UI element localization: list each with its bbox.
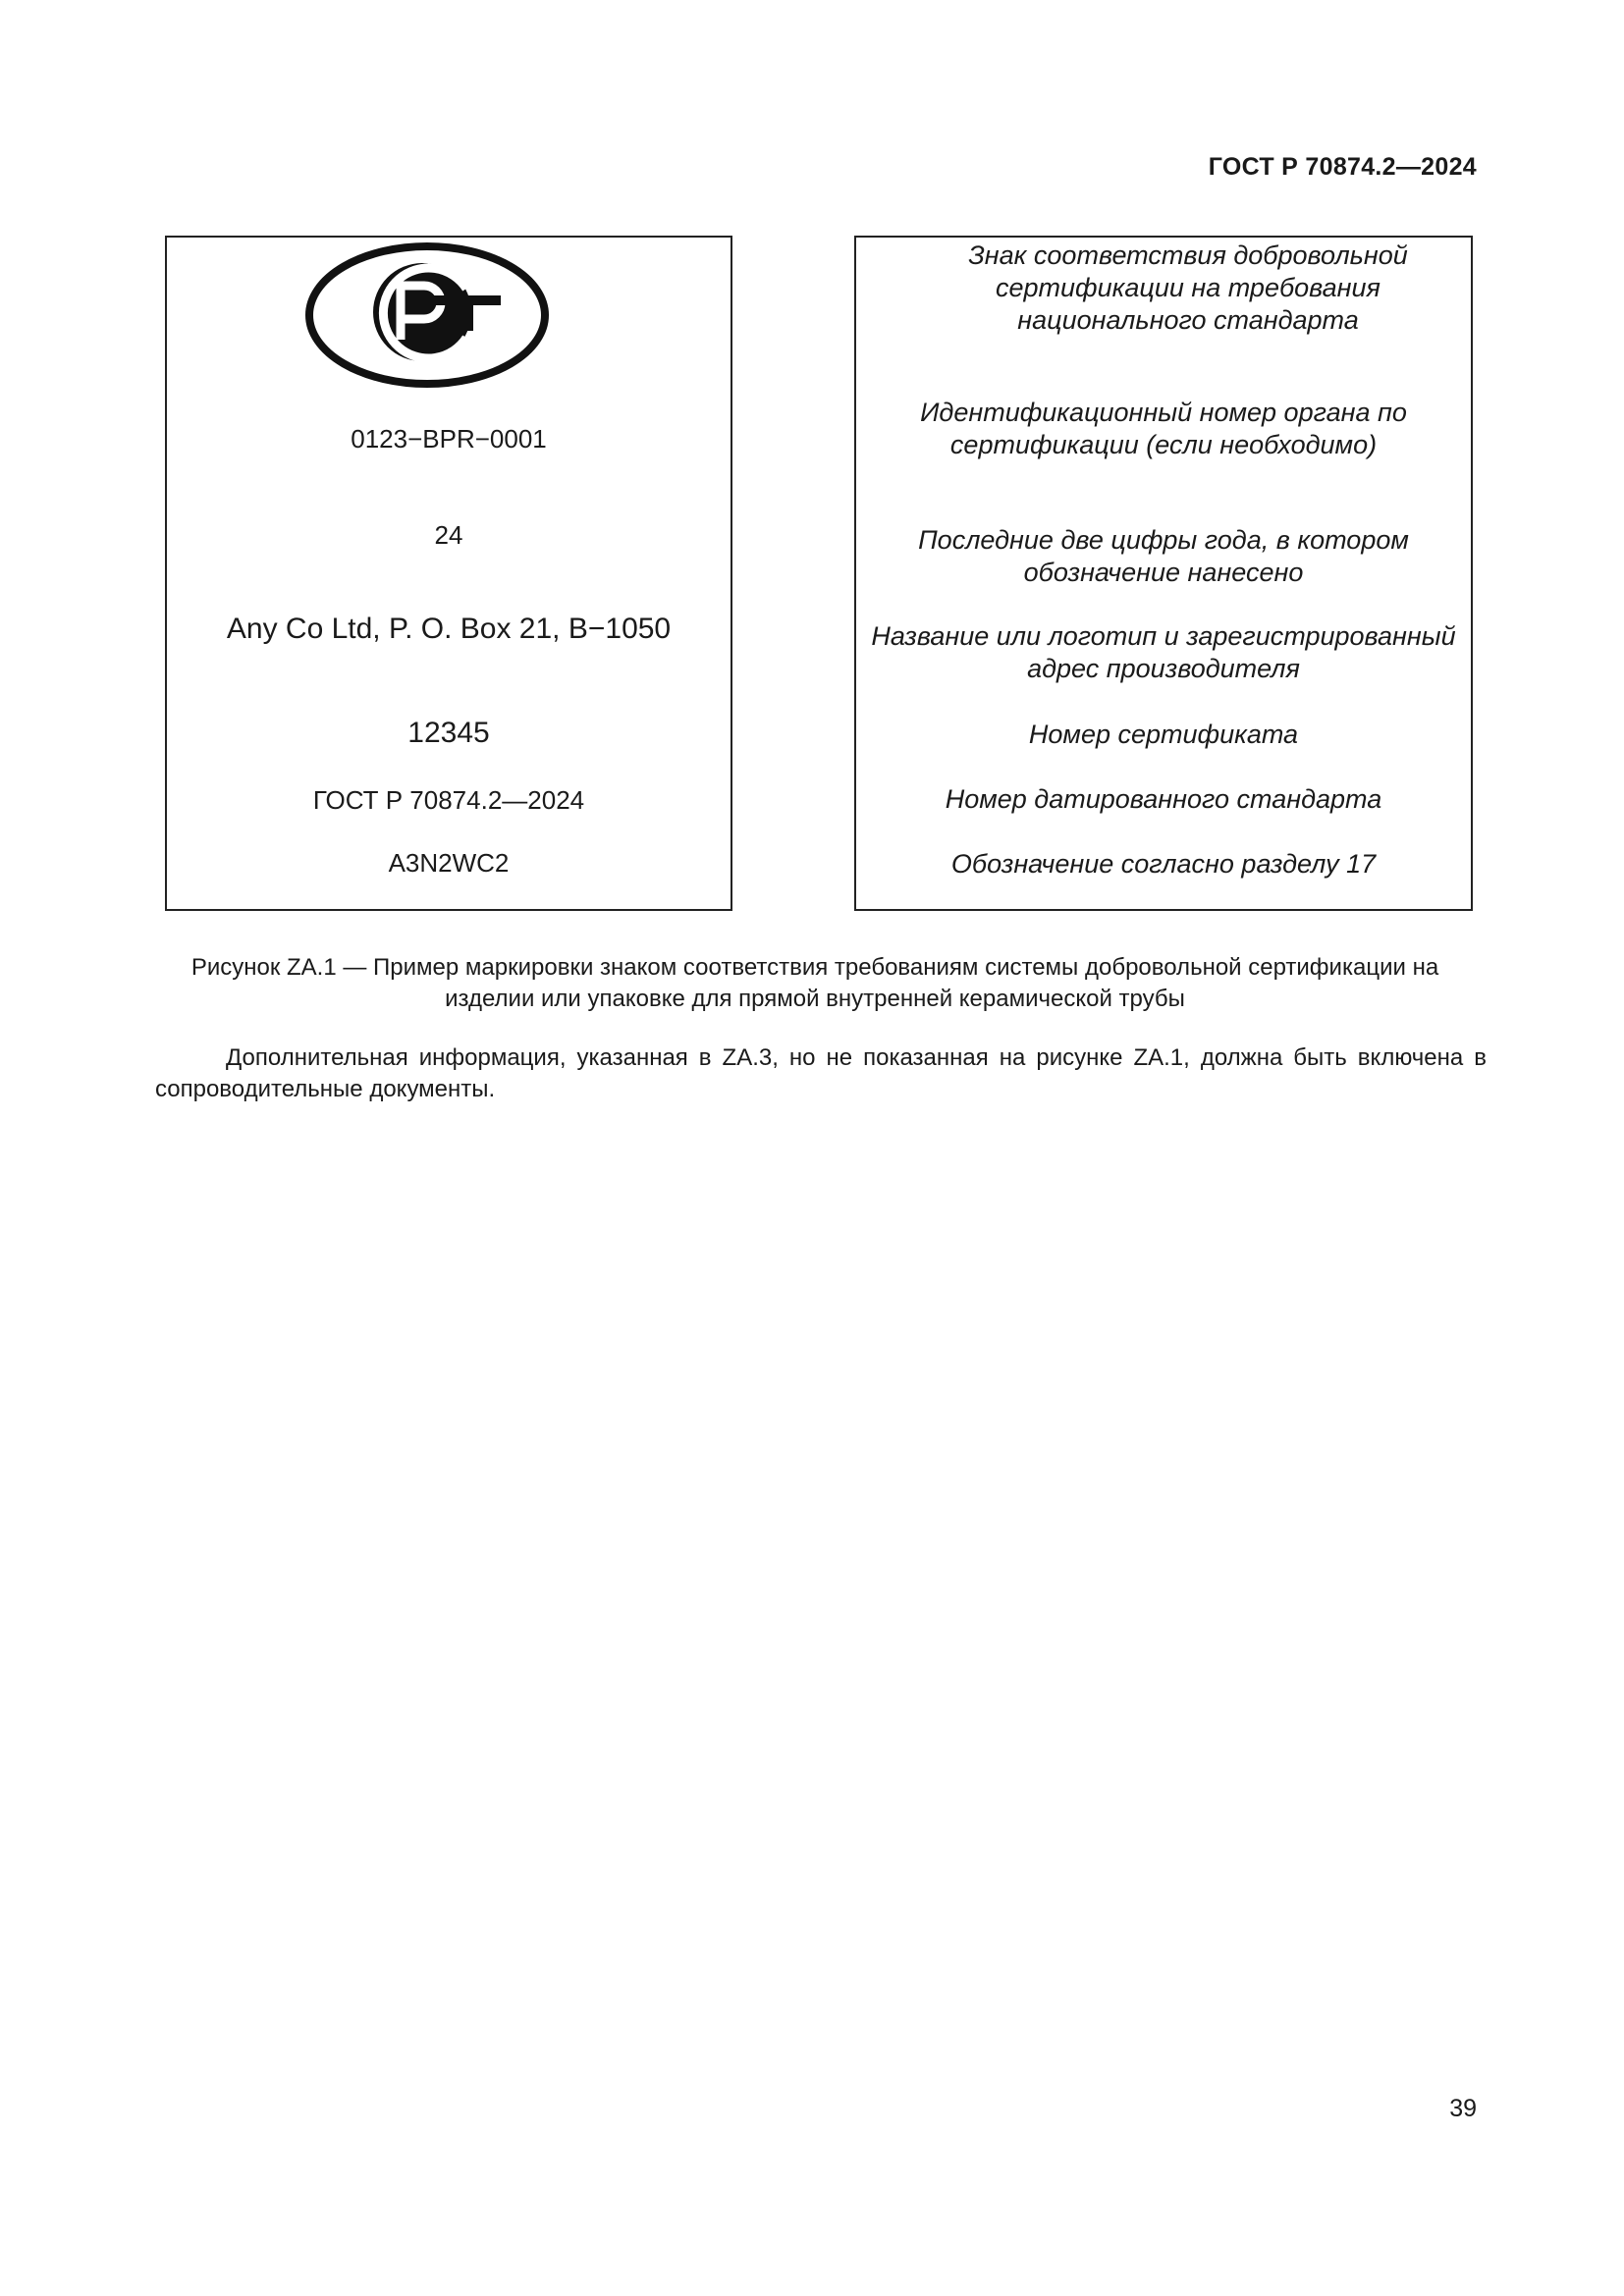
- standard-explanation: Номер датированного стандарта: [945, 784, 1382, 814]
- document-code: ГОСТ Р 70874.2—2024: [1208, 153, 1477, 181]
- year-digits: 24: [434, 520, 463, 550]
- figure-caption: Рисунок ZA.1 — Пример маркировки знаком соответствия требованиям системы добровольной сертификации на изделии или упаковке для прямой внутренней керамической трубы: [190, 954, 1439, 1012]
- body-paragraph: Дополнительная информация, указанная в ZA.3, но не показанная на рисунке ZA.1, должна быть включена в сопроводительные документы.: [155, 1044, 1487, 1102]
- certificate-number: 12345: [407, 717, 490, 749]
- certificate-explanation: Номер сертификата: [1028, 720, 1299, 749]
- rst-conformity-logo: [304, 241, 550, 389]
- certification-body-id: 0123−BPR−0001: [351, 424, 547, 454]
- designation-code: A3N2WC2: [388, 848, 510, 878]
- marking-box: [165, 236, 732, 911]
- page-number: 39: [1449, 2095, 1477, 2122]
- body-id-explanation: Идентификационный номер органа по сертификации (если необходимо): [920, 398, 1407, 459]
- manufacturer-address: Any Co Ltd, P. O. Box 21, B−1050: [226, 613, 672, 645]
- designation-explanation: Обозначение согласно разделу 17: [950, 849, 1377, 879]
- year-explanation: Последние две цифры года, в котором обозначение нанесено: [918, 525, 1409, 587]
- standard-number: ГОСТ Р 70874.2—2024: [312, 785, 585, 815]
- explanation-box: [854, 236, 1473, 911]
- mark-explanation: Знак соответствия добровольной сертификации на требования национального стандарта: [968, 240, 1408, 335]
- manufacturer-explanation: Название или логотип и зарегистрированный адрес производителя: [871, 621, 1456, 683]
